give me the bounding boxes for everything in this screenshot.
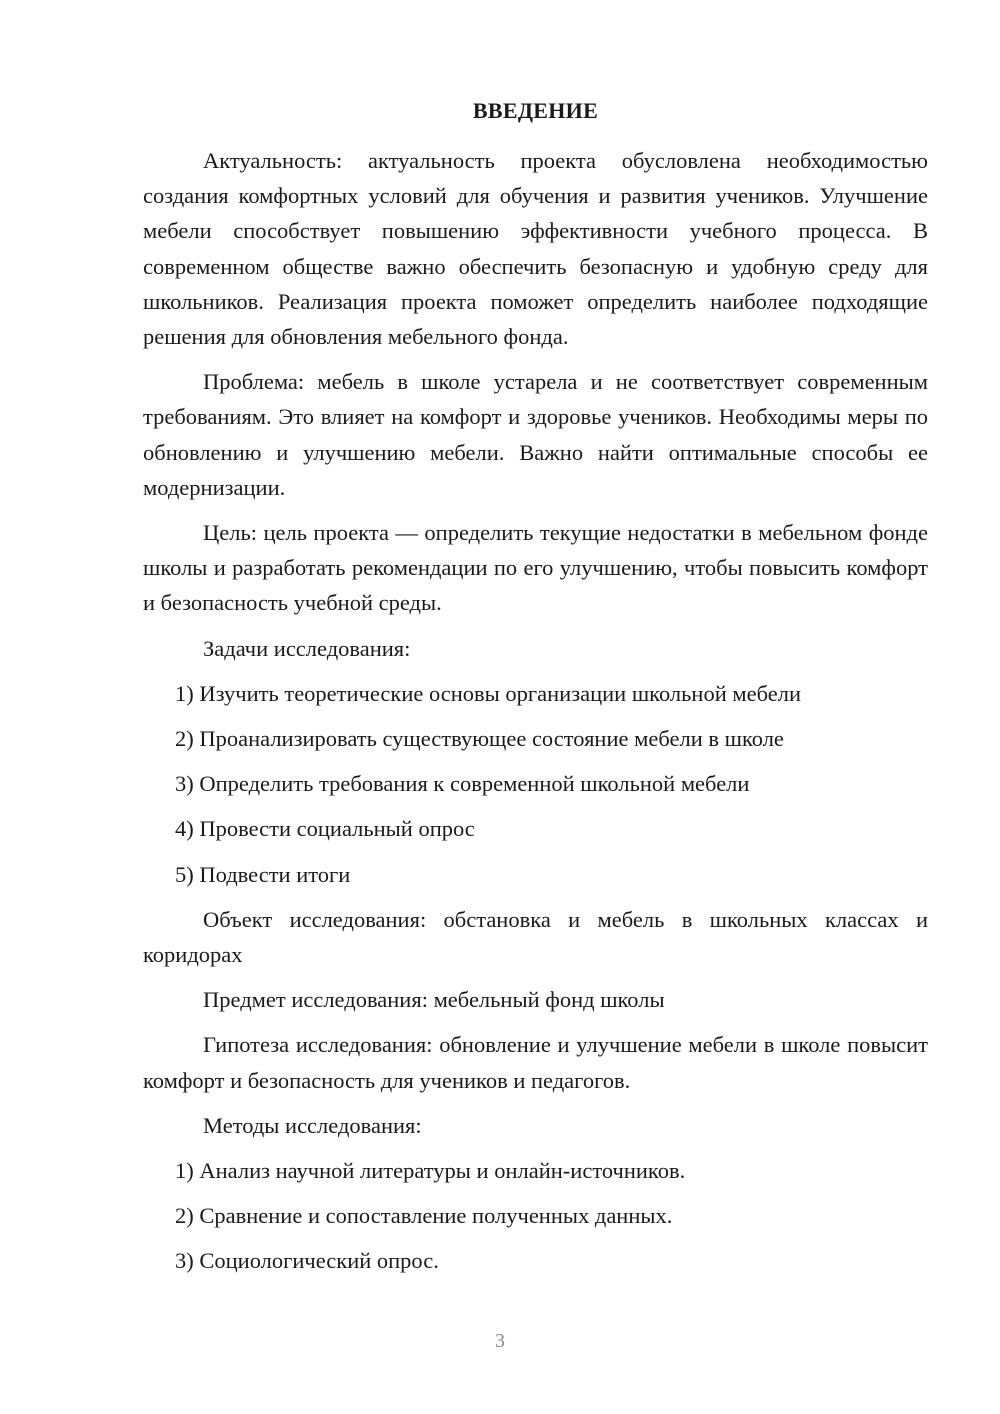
tasks-heading: Задачи исследования: xyxy=(203,635,411,661)
document-body xyxy=(143,143,928,1289)
object-paragraph: Объект исследования: обстановка и мебель в школьных классах и коридорах xyxy=(143,906,928,968)
hypothesis-paragraph: Гипотеза исследования: обновление и улучшение мебели в школе повысит комфорт и безопасность для учеников и педагогов. xyxy=(143,1032,928,1093)
task-item: 4) Провести социальный опрос xyxy=(175,816,475,842)
method-item: 3) Социологический опрос. xyxy=(175,1248,439,1274)
methods-heading: Методы исследования: xyxy=(203,1112,422,1138)
section-title: ВВЕДЕНИЕ xyxy=(472,98,599,123)
page-number: 3 xyxy=(495,1330,505,1352)
task-item: 2) Проанализировать существующее состояние мебели в школе xyxy=(175,726,784,752)
task-item: 3) Определить требования к современной школьной мебели xyxy=(175,771,750,797)
problem-paragraph: Проблема: мебель в школе устарела и не соответствует современным требованиям. Это влияет на комфорт и здоровье учеников. Необходимы меры по обновлению и улучшению мебели. Важно найти оптимальные способы ее модернизации. xyxy=(143,369,928,500)
task-item: 5) Подвести итоги xyxy=(175,861,351,887)
goal-paragraph: Цель: цель проекта — определить текущие недостатки в мебельном фонде школы и разработать рекомендации по его улучшению, чтобы повысить комфорт и безопасность учебной среды. xyxy=(143,520,928,616)
document-page xyxy=(143,0,928,1414)
task-item: 1) Изучить теоретические основы организации школьной мебели xyxy=(175,680,801,706)
subject-paragraph: Предмет исследования: мебельный фонд школы xyxy=(203,987,665,1013)
method-item: 1) Анализ научной литературы и онлайн-источников. xyxy=(175,1158,686,1184)
relevance-paragraph: Актуальность: актуальность проекта обусловлена необходимостью создания комфортных условий для обучения и развития учеников. Улучшение мебели способствует повышению эффективности учебного процесса. В современном обществе важно обеспечить безопасную и удобную среду для школьников. Реализация проекта поможет определить наиболее подходящие решения для обновления мебельного фонда. xyxy=(143,148,928,350)
method-item: 2) Сравнение и сопоставление полученных данных. xyxy=(175,1203,673,1229)
